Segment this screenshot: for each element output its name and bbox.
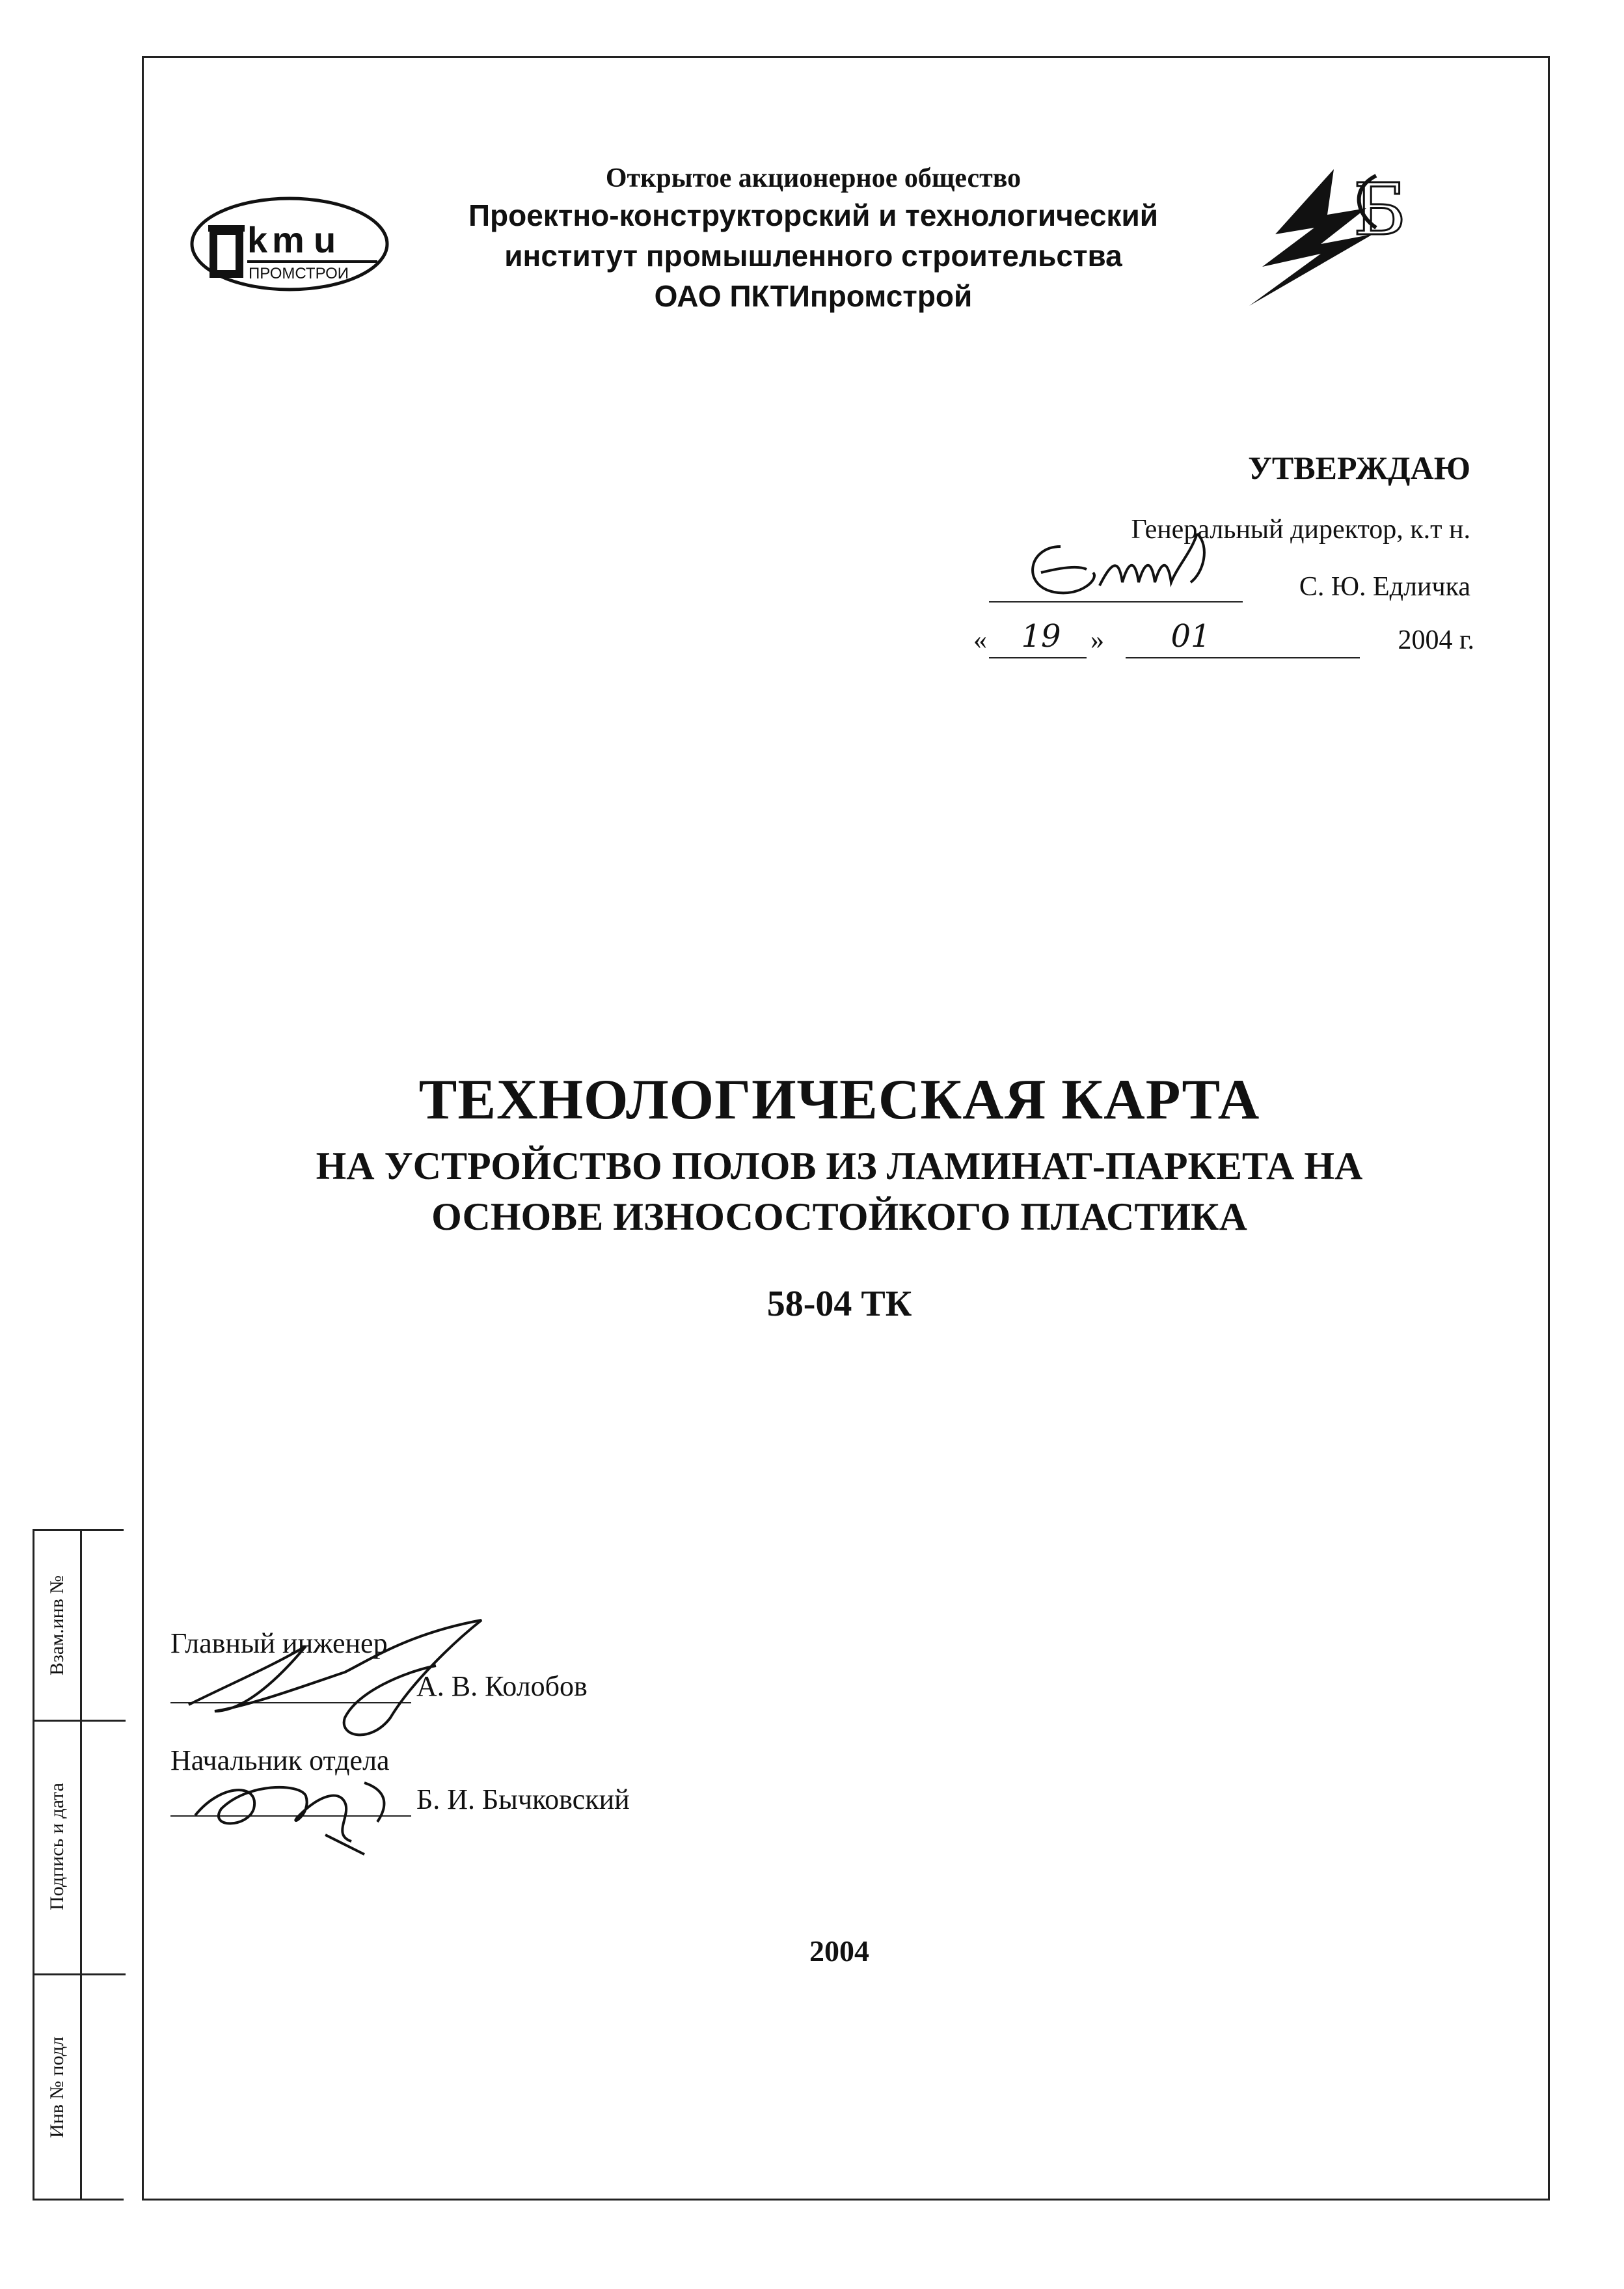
document-code: 58-04 ТК bbox=[766, 1284, 912, 1324]
pkti-logo bbox=[189, 195, 390, 293]
chief-engineer-name: А. В. Колобов bbox=[416, 1670, 588, 1702]
svg-text:m: m bbox=[272, 219, 304, 260]
date-month-line bbox=[1126, 657, 1360, 658]
approval-position: Генеральный директор, к.т н. bbox=[1131, 515, 1470, 545]
approval-name: С. Ю. Едличка bbox=[1299, 572, 1470, 602]
date-day-line bbox=[989, 657, 1087, 658]
org-name-line-1: Проектно-конструкторский и технологический bbox=[468, 198, 1159, 232]
side-stamp-divider bbox=[80, 1531, 82, 2199]
approval-title: УТВЕРЖДАЮ bbox=[1248, 450, 1470, 486]
side-stamp-cell-replacement: Взам.инв № bbox=[46, 1575, 68, 1676]
svg-text:k: k bbox=[247, 219, 268, 260]
dept-head-signature bbox=[169, 1744, 429, 1861]
org-short-name: ОАО ПКТИпромстрой bbox=[654, 279, 973, 313]
logo-sub-text: ПРОМСТРОИ bbox=[249, 265, 349, 282]
chief-engineer-signature bbox=[176, 1607, 488, 1750]
document-title: ТЕХНОЛОГИЧЕСКАЯ КАРТА bbox=[418, 1068, 1260, 1131]
document-year: 2004 bbox=[809, 1934, 869, 1968]
dept-head-name: Б. И. Бычковский bbox=[416, 1783, 630, 1815]
date-quote-close: » bbox=[1090, 625, 1104, 655]
date-month: 01 bbox=[1171, 618, 1211, 655]
date-quote-open: « bbox=[973, 625, 987, 655]
dept-head-title: Начальник отдела bbox=[170, 1744, 390, 1776]
org-name-line-2: институт промышленного строительства bbox=[504, 239, 1122, 273]
director-signature bbox=[1015, 521, 1275, 612]
document-subtitle-line-1: НА УСТРОЙСТВО ПОЛОВ ИЗ ЛАМИНАТ-ПАРКЕТА НА bbox=[316, 1144, 1363, 1187]
org-type: Открытое акционерное общество bbox=[605, 163, 1022, 193]
emblem-logo bbox=[1236, 156, 1425, 319]
date-day: 19 bbox=[1021, 618, 1061, 655]
document-subtitle-line-2: ОСНОВЕ ИЗНОСОСТОЙКОГО ПЛАСТИКА bbox=[431, 1195, 1247, 1238]
svg-text:u: u bbox=[314, 219, 336, 260]
chief-engineer-title: Главный инженер bbox=[170, 1627, 388, 1659]
side-stamp bbox=[33, 1529, 124, 2201]
side-stamp-cell-inventory: Инв № подл bbox=[46, 2037, 68, 2138]
svg-text:Б: Б bbox=[1353, 168, 1406, 251]
date-year: 2004 г. bbox=[1398, 625, 1474, 655]
side-stamp-cell-signature: Подпись и дата bbox=[46, 1783, 68, 1910]
